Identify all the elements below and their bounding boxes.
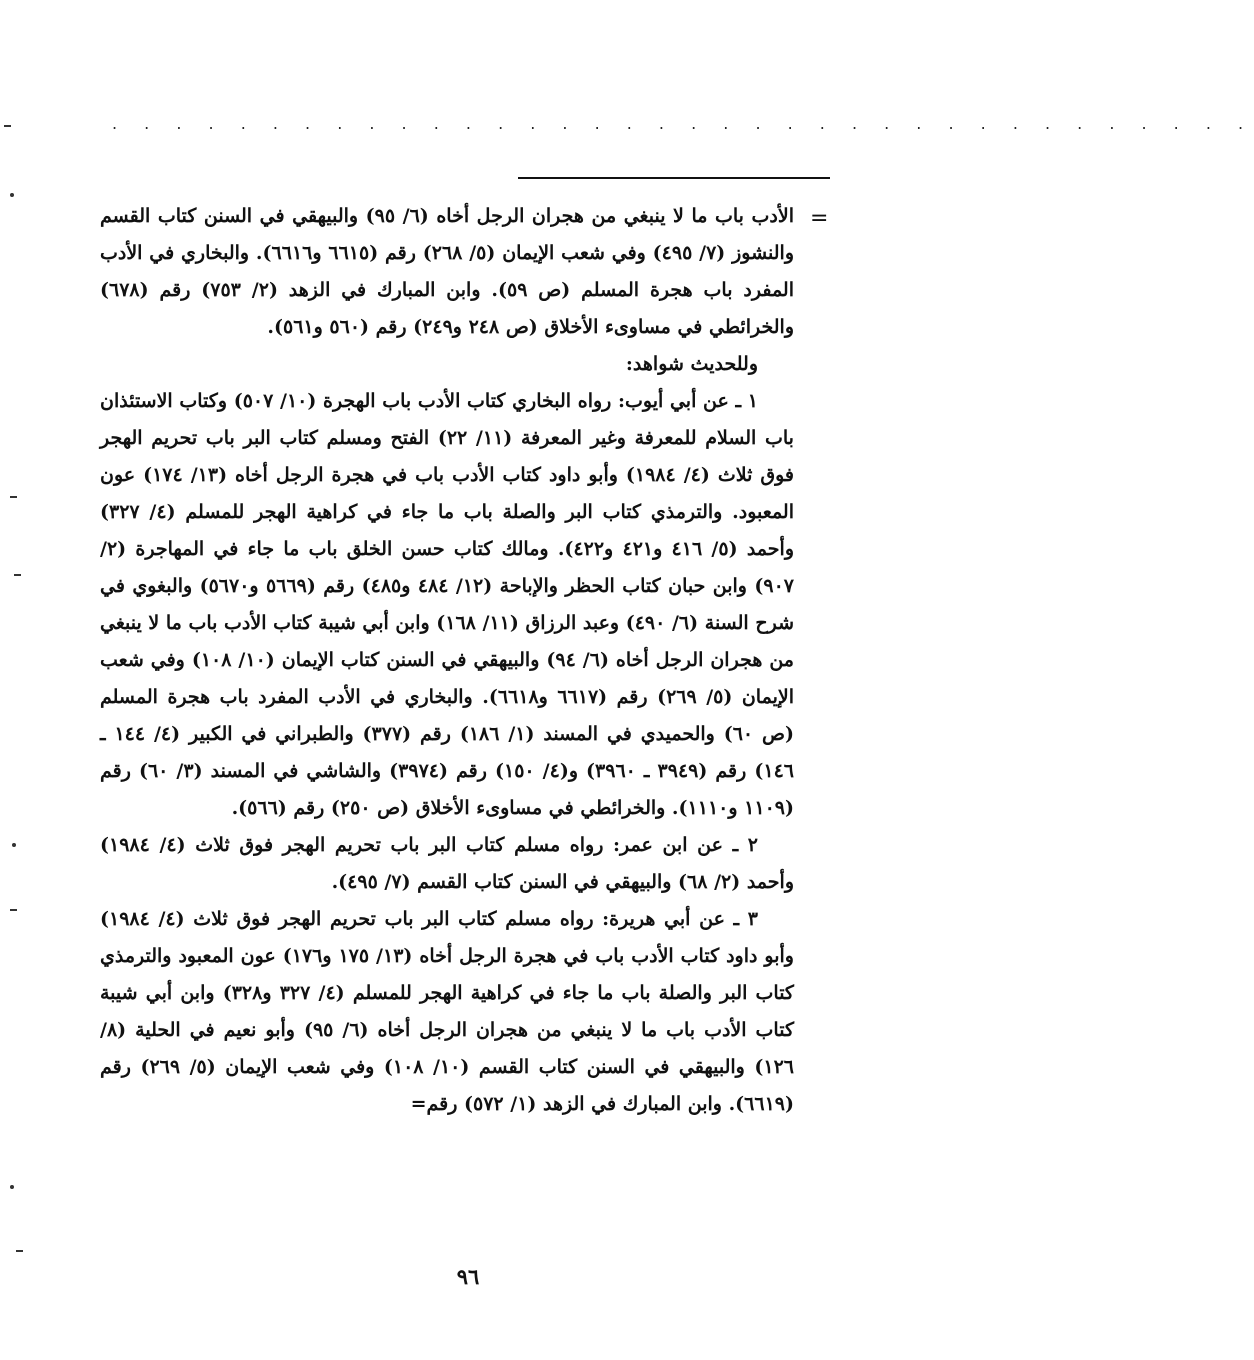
footnote-paragraph-abu-hurayra: ٣ ـ عن أبي هريرة: رواه مسلم كتاب البر باب تحريم الهجر فوق ثلاث (٤/ ١٩٨٤) وأبو داود كتاب الأدب باب في هجرة الرجل أخاه (١٣/ ١٧٥ و١٧٦) عون المعبود والترمذي كتاب البر والصلة باب ما جاء في كراهية الهجر للمسلم (٤/ ٣٢٧ و٣٢٨) وابن أبي شيبة كتاب الأدب باب ما لا ينبغي من هجران الرجل أخاه (٦/ ٩٥) وأبو نعيم في الحلية (٨/ ١٢٦) والبيهقي في السنن كتاب القسم (١٠/ ١٠٨) وفي شعب الإيمان (٥/ ٢٦٩) رقم (٦٦١٩). وابن المبارك في الزهد (١/ ٥٧٢) رقم= — [100, 908, 794, 1115]
page-number: ٩٦ — [456, 1264, 480, 1289]
scan-margin-mark — [12, 843, 16, 847]
scan-margin-mark — [10, 193, 14, 197]
scan-margin-mark — [4, 125, 11, 127]
footnote-paragraph-abu-ayyub: ١ ـ عن أبي أيوب: رواه البخاري كتاب الأدب باب الهجرة (١٠/ ٥٠٧) وكتاب الاستئذان باب السلام للمعرفة وغير المعرفة (١١/ ٢٢) الفتح ومسلم كتاب البر باب تحريم الهجر فوق ثلاث (٤/ ١٩٨٤) وأبو داود كتاب الأدب باب في هجرة الرجل أخاه (١٣/ ١٧٤) عون المعبود. والترمذي كتاب البر والصلة باب ما جاء في كراهية الهجر للمسلم (٤/ ٣٢٧) وأحمد (٥/ ٤١٦ و٤٢١ و٤٢٢). ومالك كتاب حسن الخلق باب ما جاء في المهاجرة (٢/ ٩٠٧) وابن حبان كتاب الحظر والإباحة (١٢/ ٤٨٤ و٤٨٥) رقم (٥٦٦٩ و٥٦٧٠) والبغوي في شرح السنة (٦/ ٤٩٠) وعبد الرزاق (١١/ ١٦٨) وابن أبي شيبة كتاب الأدب باب ما لا ينبغي من هجران الرجل أخاه (٦/ ٩٤) والبيهقي في السنن كتاب الإيمان (١٠/ ١٠٨) وفي شعب الإيمان (٥/ ٢٦٩) رقم (٦٦١٧ و٦٦١٨). والبخاري في الأدب المفرد باب هجرة المسلم (ص ٦٠) والحميدي في المسند (١/ ١٨٦) رقم (٣٧٧) والطبراني في الكبير (٤/ ١٤٤ ـ ١٤٦) رقم (٣٩٤٩ ـ ٣٩٦٠) و(٤/ ١٥٠) رقم (٣٩٧٤) والشاشي في المسند (٣/ ٦٠) رقم (١١٠٩ و١١١٠). والخرائطي في مساوىء الأخلاق (ص ٢٥٠) رقم (٥٦٦). — [100, 390, 795, 819]
footnote-paragraph-continued: الأدب باب ما لا ينبغي من هجران الرجل أخاه (٦/ ٩٥) والبيهقي في السنن كتاب القسم والنشوز (٧/ ٤٩٥) وفي شعب الإيمان (٥/ ٢٦٨) رقم (٦٦١٥ و٦٦١٦). والبخاري في الأدب المفرد باب هجرة المسلم (ص ٥٩). وابن المبارك في الزهد (٢/ ٧٥٣) رقم (٦٧٨) والخرائطي في مساوىء الأخلاق (ص ٢٤٨ و٢٤٩) رقم (٥٦٠ و٥٦١). — [100, 205, 795, 338]
footnote-separator-rule — [518, 177, 830, 179]
footnote-text — [100, 198, 794, 1123]
scan-margin-mark — [16, 1250, 23, 1252]
scan-margin-mark — [10, 909, 17, 911]
scan-margin-mark — [14, 574, 21, 576]
footnote-dot-leader: . . . . . . . . . . . . . . . . . . . . . . . . . . . . . . . . . . . . — [112, 114, 1254, 133]
footnote-paragraph-witnesses-intro: وللحديث شواهد: — [625, 353, 758, 375]
scan-margin-mark — [10, 496, 17, 498]
continuation-mark: = — [810, 206, 829, 231]
scan-margin-mark — [10, 1185, 14, 1189]
footnote-paragraph-ibn-umar: ٢ ـ عن ابن عمر: رواه مسلم كتاب البر باب تحريم الهجر فوق ثلاث (٤/ ١٩٨٤) وأحمد (٢/ ٦٨) والبيهقي في السنن كتاب القسم (٧/ ٤٩٥). — [100, 834, 794, 893]
